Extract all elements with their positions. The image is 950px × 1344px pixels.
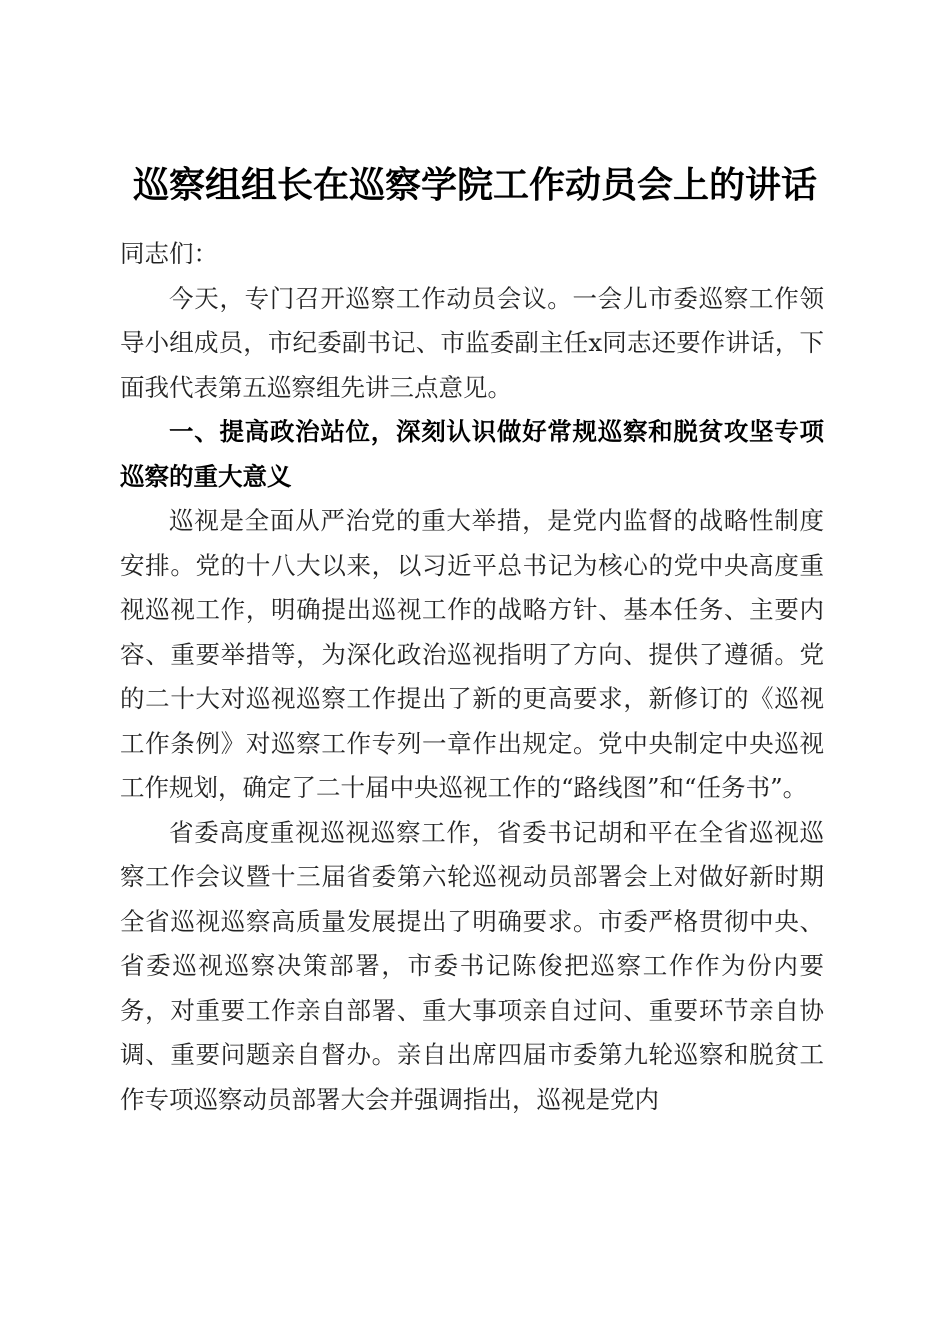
document-title: 巡察组组长在巡察学院工作动员会上的讲话 (132, 164, 817, 207)
paragraph-intro: 今天，专门召开巡察工作动员会议。一会儿市委巡察工作领导小组成员，市纪委副书记、市监委副主任x同志还要作讲话，下面我代表第五巡察组先讲三点意见。 (120, 283, 824, 402)
document-body (120, 232, 824, 1122)
section-heading-1: 一、提高政治站位，深刻认识做好常规巡察和脱贫攻坚专项巡察的重大意义 (120, 417, 824, 491)
paragraph-inspection-significance: 巡视是全面从严治党的重大举措，是党内监督的战略性制度安排。党的十八大以来，以习近平总书记为核心的党中央高度重视巡视工作，明确提出巡视工作的战略方针、基本任务、主要内容、重要举措等，为深化政治巡视指明了方向、提供了遵循。党的二十大对巡视巡察工作提出了新的更高要求，新修订的《巡视工作条例》对巡察工作专列一章作出规定。党中央制定中央巡视工作规划，确定了二十届中央巡视工作的“路线图”和“任务书”。 (120, 506, 824, 802)
paragraph-provincial-committee: 省委高度重视巡视巡察工作，省委书记胡和平在全省巡视巡察工作会议暨十三届省委第六轮巡视动员部署会上对做好新时期全省巡视巡察高质量发展提出了明确要求。市委严格贯彻中央、省委巡视巡察决策部署，市委书记陈俊把巡察工作作为份内要务，对重要工作亲自部署、重大事项亲自过问、重要环节亲自协调、重要问题亲自督办。亲自出席四届市委第九轮巡察和脱贫工作专项巡察动员部署大会并强调指出，巡视是党内 (120, 817, 824, 1114)
salutation: 同志们： (120, 239, 218, 268)
